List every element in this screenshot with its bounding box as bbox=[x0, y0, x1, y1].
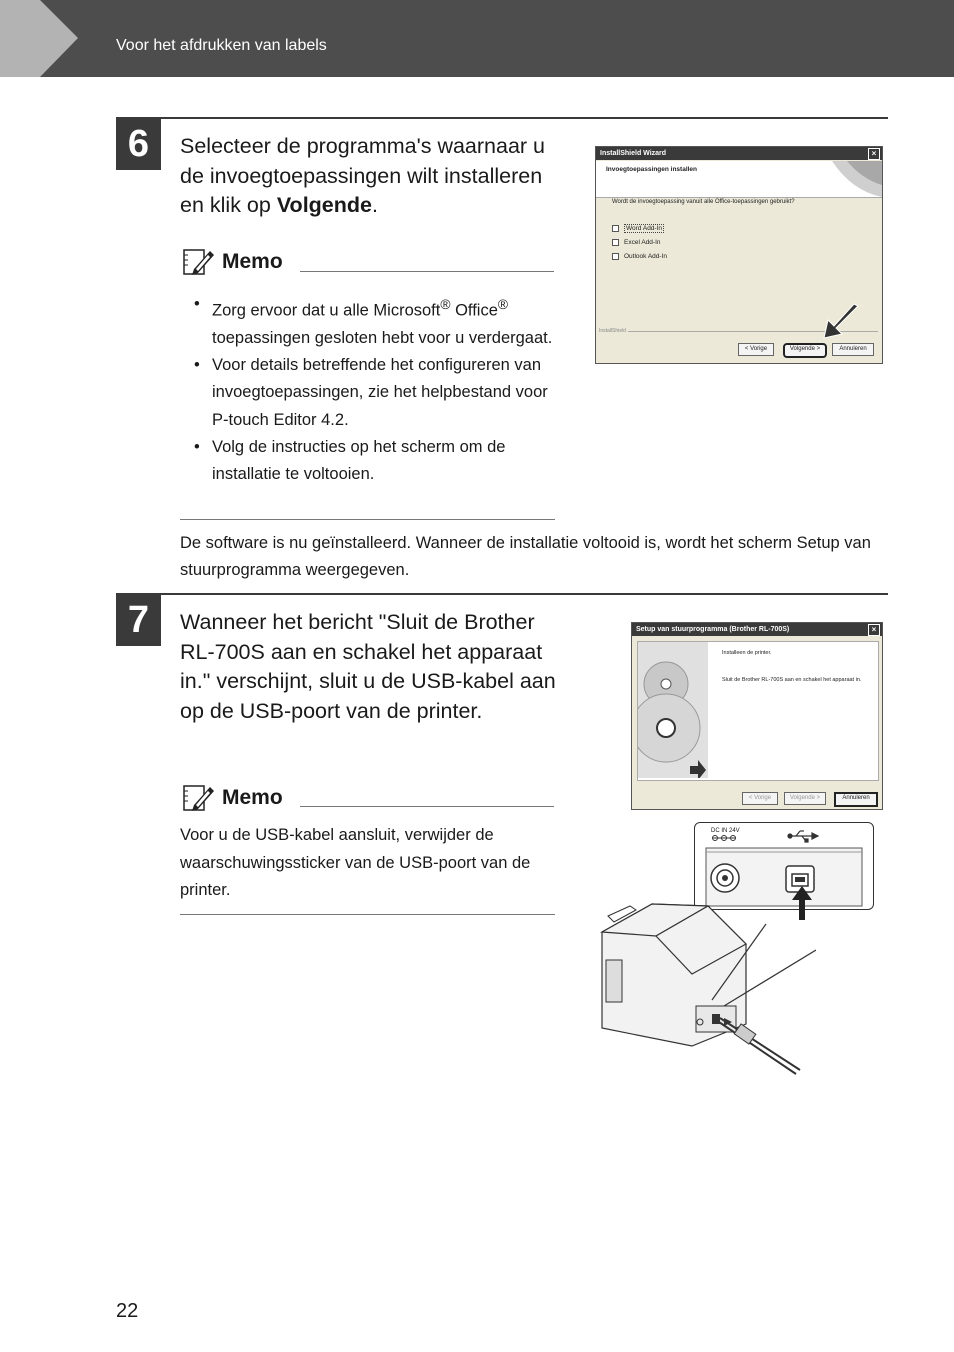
step6-memo-item-1: • Zorg ervoor dat u alle Microsoft® Office® toepassingen gesloten hebt voor u verdergaat. bbox=[180, 291, 555, 352]
memo-pencil-icon bbox=[182, 247, 214, 277]
step7-memo-header bbox=[182, 783, 283, 813]
step7-instruction: Wanneer het bericht "Sluit de Brother RL-700S aan en schakel het apparaat in." verschijnt, sluit u de USB-kabel aan op de USB-poort van de printer. bbox=[180, 610, 556, 723]
step6-result-text: De software is nu geïnstalleerd. Wanneer de installatie voltooid is, wordt het scherm Setup van stuurprogramma weergegeven. bbox=[180, 534, 871, 579]
port-label: DC IN 24V bbox=[711, 828, 740, 834]
memo-pencil-icon bbox=[182, 783, 214, 813]
back-button[interactable]: < Vorige bbox=[742, 792, 778, 805]
dialog-line-1: Installeen de printer. bbox=[722, 650, 772, 656]
dialog-title: InstallShield Wizard bbox=[600, 150, 667, 157]
dialog-titlebar bbox=[596, 147, 882, 160]
dialog-banner bbox=[596, 161, 882, 198]
step7-memo-line bbox=[300, 806, 554, 807]
option-excel-addin[interactable]: Excel Add-In bbox=[612, 236, 667, 248]
step7-memo-text: Voor u de USB-kabel aansluit, verwijder de waarschuwingssticker van de USB-poort van de printer. bbox=[180, 826, 531, 900]
step6-memo-list bbox=[180, 291, 555, 489]
dialog-heading: Invoegtoepassingen installen bbox=[606, 166, 698, 173]
cancel-button[interactable]: Annuleren bbox=[834, 792, 878, 807]
step6-number: 6 bbox=[116, 118, 161, 170]
dialog-close-icon[interactable]: × bbox=[868, 148, 880, 160]
step6-rule bbox=[116, 117, 888, 119]
step6-instruction: Selecteer de programma's waarnaar u de invoegtoepassingen wilt installeren en klik op Volgende. bbox=[180, 134, 546, 217]
page-number: 22 bbox=[116, 1300, 139, 1322]
dialog-content-area bbox=[637, 641, 879, 781]
step6-bold-volgende: Volgende bbox=[276, 193, 372, 217]
cd-illustration-icon bbox=[638, 642, 708, 778]
step6-memo-item-2: • Voor details betreffende het configureren van invoegtoepassingen, zie het helpbestand voor P-touch Editor 4.2. bbox=[180, 352, 555, 434]
dialog-options bbox=[612, 222, 667, 262]
step6-memo-title: Memo bbox=[222, 250, 283, 273]
header-title: Voor het afdrukken van labels bbox=[116, 37, 327, 54]
dialog-line-2: Sluit de Brother RL-700S aan en schakel het apparaat in. bbox=[722, 677, 862, 683]
driver-setup-dialog bbox=[631, 622, 883, 810]
dialog-title: Setup van stuurprogramma (Brother RL-700S) bbox=[636, 626, 790, 633]
step7-memo-title: Memo bbox=[222, 786, 283, 809]
banner-decoration-icon bbox=[812, 161, 882, 197]
printer-illustration bbox=[596, 896, 816, 1086]
step6-memo-end-line bbox=[180, 519, 555, 520]
next-button[interactable]: Volgende > bbox=[783, 343, 827, 358]
back-button[interactable]: < Vorige bbox=[738, 343, 774, 356]
dialog-titlebar bbox=[632, 623, 882, 636]
step6-memo-header bbox=[182, 247, 283, 277]
option-word-addin[interactable]: Word Add-In bbox=[612, 222, 667, 234]
option-outlook-addin[interactable]: Outlook Add-In bbox=[612, 250, 667, 262]
step7-number: 7 bbox=[116, 594, 161, 646]
dialog-question: Wordt de invoegtoepassing vanuit alle Office-toepassingen gebruikt? bbox=[612, 199, 795, 205]
dialog-footer-label: InstallShield bbox=[599, 328, 626, 334]
cancel-button[interactable]: Annuleren bbox=[832, 343, 874, 356]
dialog-close-icon[interactable]: × bbox=[868, 624, 880, 636]
step6-memo-line bbox=[300, 271, 554, 272]
pointer-arrow-icon bbox=[822, 302, 862, 342]
step7-rule bbox=[116, 593, 888, 595]
step7-memo-end-line bbox=[180, 914, 555, 915]
header-tab-shape bbox=[0, 0, 78, 77]
step6-memo-item-3: • Volg de instructies op het scherm om de installatie te voltooien. bbox=[180, 434, 555, 489]
next-button[interactable]: Volgende > bbox=[784, 792, 826, 805]
